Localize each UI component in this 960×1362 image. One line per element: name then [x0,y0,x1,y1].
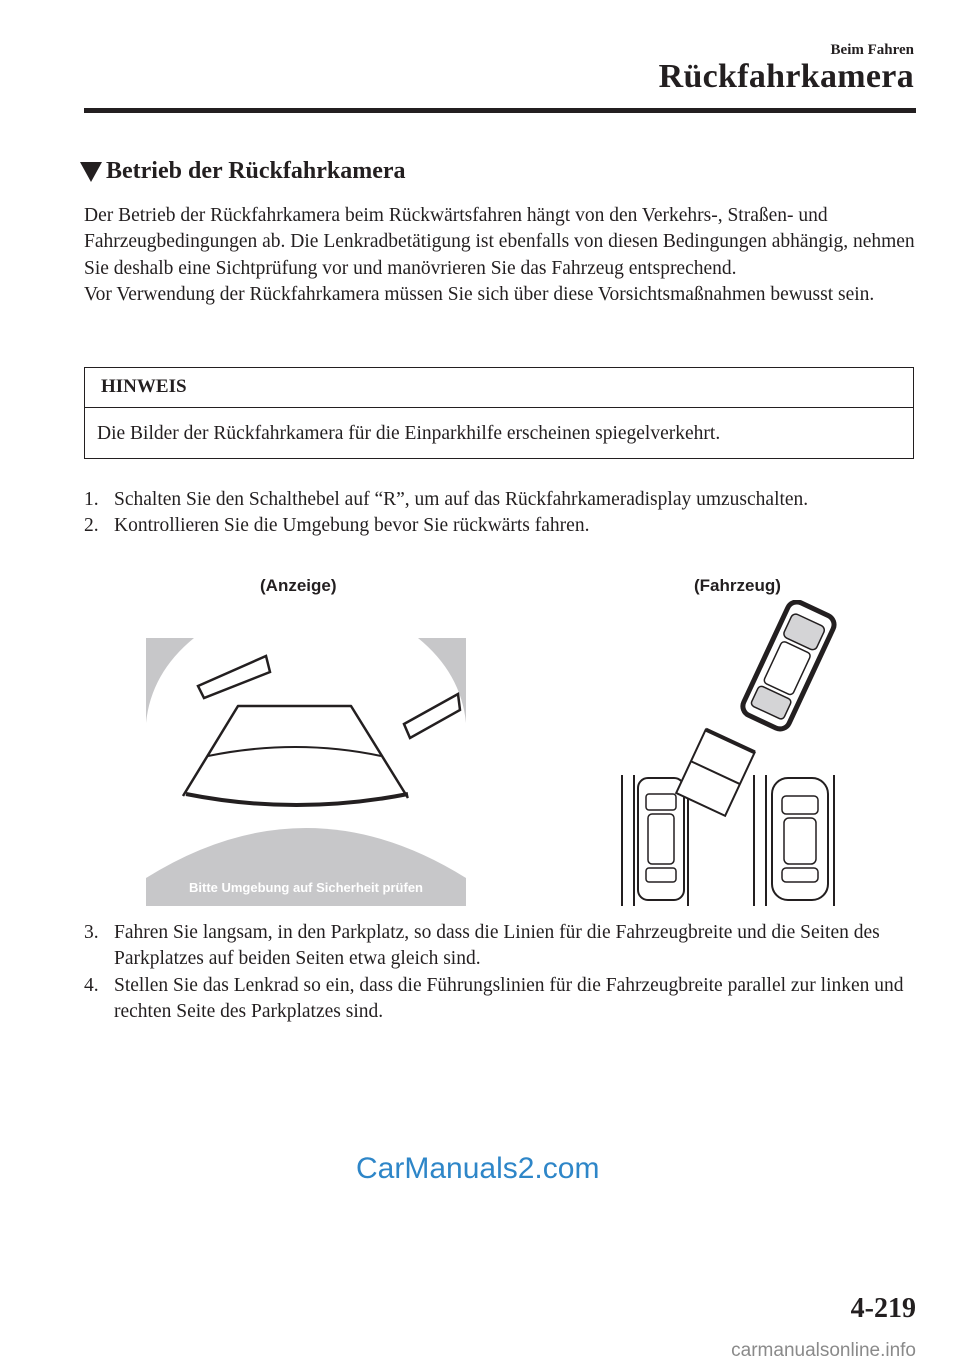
note-heading: HINWEIS [85,368,913,408]
step-number: 4. [84,974,99,996]
chapter-title: Beim Fahren [830,42,914,58]
header-rule [84,108,916,113]
step-number: 3. [84,922,99,943]
display-label: (Anzeige) [260,576,337,595]
step-number: 1. [84,489,99,510]
section-heading [80,158,406,185]
camera-screen-message: Bitte Umgebung auf Sicherheit prüfen [188,880,423,895]
step-item [84,487,934,513]
step-number: 2. [84,515,99,537]
reversing-car [740,600,838,732]
step-text: Schalten Sie den Schalthebel auf “R”, um auf das Rückfahrkameradisplay umzuschalten. [114,489,809,510]
step-text: Fahren Sie langsam, in den Parkplatz, so dass die Linien für die Fahrzeugbreite und die Seiten des Parkplatzes auf beiden Seiten etwa gleich sind. [114,922,880,970]
triangle-bullet-icon [80,162,102,182]
camera-display-illustration [146,638,466,906]
step-item [84,513,934,539]
section-heading-text: Betrieb der Rückfahrkamera [106,158,406,184]
guide-line-left-far [198,656,270,698]
parked-car-left [638,778,684,900]
page-number: 4-219 [850,1293,916,1324]
intro-paragraph: Vor Verwendung der Rückfahrkamera müssen Sie sich über diese Vorsichtsmaßnahmen bewusst sein. [84,283,875,305]
page-title: Rückfahrkamera [658,58,914,95]
step-item [84,973,934,1026]
steps-list-b [84,920,934,1025]
vehicle-label: (Fahrzeug) [694,576,781,595]
step-item [84,920,934,973]
guide-outline-white [183,706,408,798]
note-box [84,367,914,459]
steps-list-a [84,487,934,540]
bumper-guide-line [186,794,408,805]
footer-site[interactable]: carmanualsonline.info [731,1340,916,1361]
step-text: Stellen Sie das Lenkrad so ein, dass die Führungslinien für die Fahrzeugbreite parallel zur linken und rechten Seite des Parkplatzes sind. [114,974,904,1022]
note-text: Die Bilder der Rückfahrkamera für die Einparkhilfe erscheinen spiegelverkehrt. [97,423,721,444]
guide-line-right-far [404,694,460,738]
vehicle-parking-illustration [596,600,856,906]
step-text: Kontrollieren Sie die Umgebung bevor Sie rückwärts fahren. [114,515,590,537]
parked-car-right [772,778,828,900]
intro-text [84,203,924,308]
watermark: CarManuals2.com [356,1152,600,1185]
distance-guide-line [208,747,381,756]
intro-paragraph: Der Betrieb der Rückfahrkamera beim Rückwärtsfahren hängt von den Verkehrs-, Straßen- und Fahrzeugbedingungen ab. Die Lenkradbetätigung ist ebenfalls von diesen Bedingungen abhängig, nehmen Sie deshalb eine Sichtprüfung vor und manövrieren Sie das Fahrzeug entsprechend. [84,205,915,279]
